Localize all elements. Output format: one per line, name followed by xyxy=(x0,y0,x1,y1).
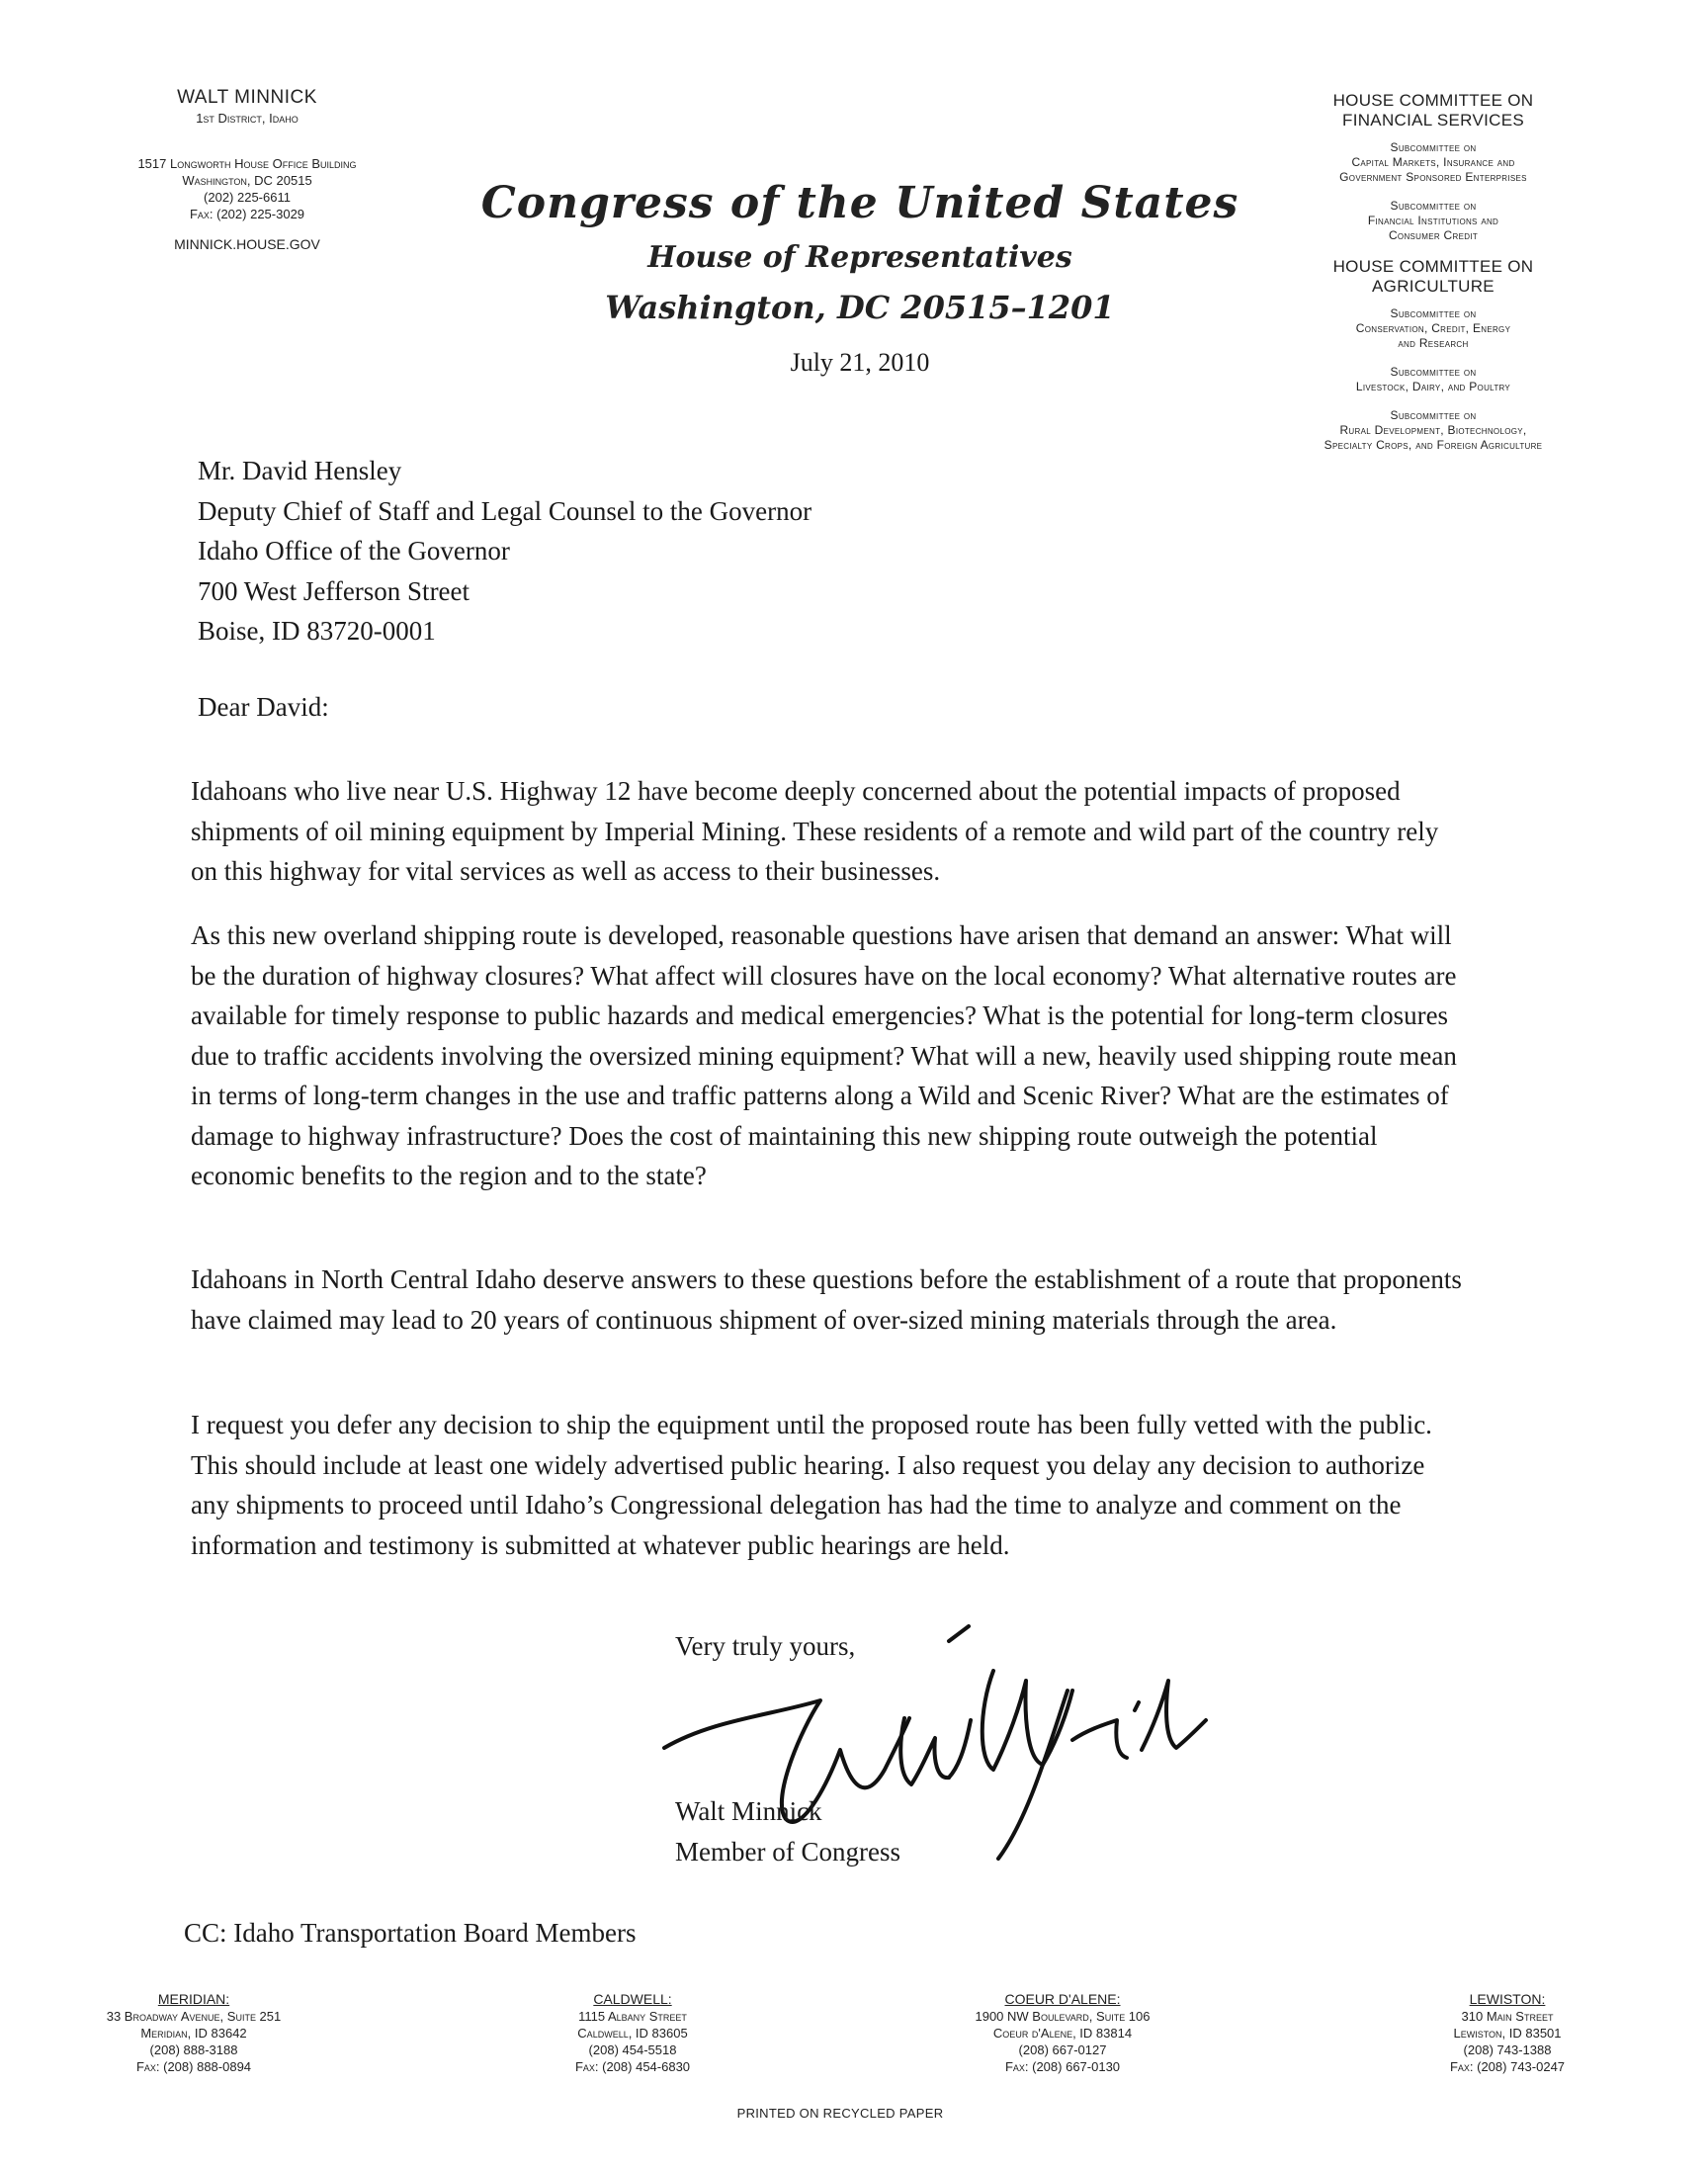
recipient-address xyxy=(198,451,811,652)
address-line: Washington, DC 20515 xyxy=(182,173,312,188)
recipient-name: Mr. David Hensley xyxy=(198,456,402,485)
subcommittee-line: and Research xyxy=(1398,336,1469,350)
member-info-block xyxy=(79,87,415,252)
committee-financial-services xyxy=(1236,91,1631,130)
body-paragraph: As this new overland shipping route is developed, reasonable questions have arisen that demand an answer: What will be the duration of highway closures? What affect will closures have on the local economy? What alternative routes are available for timely response to public hazards and medical emergencies? What is the potential for long-term closures due to traffic accidents involving the oversized mining equipment? What will a new, heavily used shipping route mean in terms of long-term changes in the use and traffic patterns along a Wild and Scenic River? What are the estimates of damage to highway infrastructure? Does the cost of maintaining this new shipping route outweigh the potential economic benefits to the region and to the state? xyxy=(191,920,1457,1190)
office-city: MERIDIAN: xyxy=(157,1991,230,2007)
subcommittee-line: Rural Development, Biotechnology, xyxy=(1339,423,1527,437)
fax-line: Fax: (202) 225-3029 xyxy=(189,207,305,221)
member-district: 1st District, Idaho xyxy=(196,111,299,126)
letter-date: July 21, 2010 xyxy=(790,348,930,377)
cc-line: CC: Idaho Transportation Board Members xyxy=(184,1918,637,1948)
subcommittee-line: Financial Institutions and xyxy=(1367,214,1499,227)
member-name: WALT MINNICK xyxy=(177,87,317,108)
congress-title: Congress of the United States xyxy=(480,178,1239,228)
office-line: Coeur d'Alene, ID 83814 xyxy=(992,2026,1133,2041)
office-line: Caldwell, ID 83605 xyxy=(577,2026,688,2041)
subcommittee-line: Conservation, Credit, Energy xyxy=(1355,321,1511,335)
committee-title-line: AGRICULTURE xyxy=(1372,277,1494,296)
body-paragraph: I request you defer any decision to ship the equipment until the proposed route has been fully vetted with the public. This should include at least one widely advertised public hearing. I also request you delay any decision to authorize any shipments to proceed until Idaho’s Congressional delegation has had the time to analyze and comment on the information and testimony is submitted at whatever public hearings are held. xyxy=(191,1410,1432,1560)
office-line: (208) 888-3188 xyxy=(149,2042,238,2057)
city-zip: Washington, DC 20515–1201 xyxy=(605,289,1115,326)
office-line: Fax: (208) 667-0130 xyxy=(1004,2059,1121,2074)
office-line: Fax: (208) 888-0894 xyxy=(135,2059,252,2074)
committee-block xyxy=(1236,91,1631,453)
committee-title-line: HOUSE COMMITTEE ON xyxy=(1332,91,1534,110)
office-city: COEUR D'ALENE: xyxy=(1004,1991,1121,2007)
office-line: 310 Main Street xyxy=(1461,2009,1554,2024)
address-line: 1517 Longworth House Office Building xyxy=(137,156,357,171)
recipient-title: Deputy Chief of Staff and Legal Counsel to the Governor xyxy=(198,495,812,526)
body-paragraph: Idahoans in North Central Idaho deserve answers to these questions before the establishment of a route that proponents have claimed may lead to 20 years of continuous shipment of over-sized mining materials through the area. xyxy=(191,1264,1462,1335)
house-title: House of Representatives xyxy=(647,240,1072,275)
committee-title-line: FINANCIAL SERVICES xyxy=(1342,111,1524,130)
body-paragraph: Idahoans who live near U.S. Highway 12 have become deeply concerned about the potential impacts of proposed shipments of oil mining equipment by Imperial Mining. These residents of a remote and wild part of the country rely on this highway for vital services as well as access to their businesses. xyxy=(191,776,1439,886)
subcommittee-line: Subcommittee on xyxy=(1390,140,1477,154)
office-caldwell xyxy=(474,1991,791,2075)
recycled-paper-note: PRINTED ON RECYCLED PAPER xyxy=(736,2106,944,2121)
office-coeur-dalene xyxy=(904,1991,1221,2075)
signer-block xyxy=(675,1791,900,1871)
subcommittee-line: Livestock, Dairy, and Poultry xyxy=(1355,380,1511,393)
subcommittee-line: Subcommittee on xyxy=(1390,199,1477,213)
subcommittee-line: Government Sponsored Enterprises xyxy=(1339,170,1527,184)
dc-office-address xyxy=(79,155,415,222)
subcommittee-line: Specialty Crops, and Foreign Agriculture xyxy=(1324,438,1543,452)
office-line: (208) 667-0127 xyxy=(1018,2042,1107,2057)
subcommittee xyxy=(1236,199,1631,243)
signer-name: Walt Minnick xyxy=(675,1796,822,1826)
subcommittee xyxy=(1236,306,1631,351)
office-meridian xyxy=(36,1991,352,2075)
office-line: Fax: (208) 743-0247 xyxy=(1449,2059,1566,2074)
office-line: (208) 454-5518 xyxy=(588,2042,677,2057)
subcommittee-line: Capital Markets, Insurance and xyxy=(1351,155,1515,169)
office-line: Lewiston, ID 83501 xyxy=(1453,2026,1562,2041)
office-line: 33 Broadway Avenue, Suite 251 xyxy=(106,2009,282,2024)
committee-agriculture xyxy=(1236,257,1631,297)
closing: Very truly yours, xyxy=(675,1631,856,1661)
recipient-city: Boise, ID 83720-0001 xyxy=(198,616,436,646)
signer-title: Member of Congress xyxy=(675,1836,900,1867)
subcommittee xyxy=(1236,365,1631,394)
masthead xyxy=(465,178,1255,378)
recipient-street: 700 West Jefferson Street xyxy=(198,575,470,606)
office-line: Fax: (208) 454-6830 xyxy=(574,2059,691,2074)
committee-title-line: HOUSE COMMITTEE ON xyxy=(1332,257,1534,276)
subcommittee-line: Subcommittee on xyxy=(1390,408,1477,422)
subcommittee-line: Consumer Credit xyxy=(1388,228,1479,242)
office-line: 1900 NW Boulevard, Suite 106 xyxy=(975,2009,1151,2024)
recipient-office: Idaho Office of the Governor xyxy=(198,536,510,565)
office-line: (208) 743-1388 xyxy=(1463,2042,1552,2057)
office-lewiston xyxy=(1349,1991,1665,2075)
office-city: LEWISTON: xyxy=(1469,1991,1546,2007)
member-website: MINNICK.HOUSE.GOV xyxy=(174,236,320,252)
office-line: 1115 Albany Street xyxy=(578,2009,687,2024)
subcommittee xyxy=(1236,140,1631,185)
subcommittee xyxy=(1236,408,1631,453)
salutation: Dear David: xyxy=(198,692,329,722)
subcommittee-line: Subcommittee on xyxy=(1390,306,1477,320)
phone-line: (202) 225-6611 xyxy=(204,190,291,205)
office-line: Meridian, ID 83642 xyxy=(140,2026,247,2041)
office-city: CALDWELL: xyxy=(593,1991,672,2007)
subcommittee-line: Subcommittee on xyxy=(1390,365,1477,379)
